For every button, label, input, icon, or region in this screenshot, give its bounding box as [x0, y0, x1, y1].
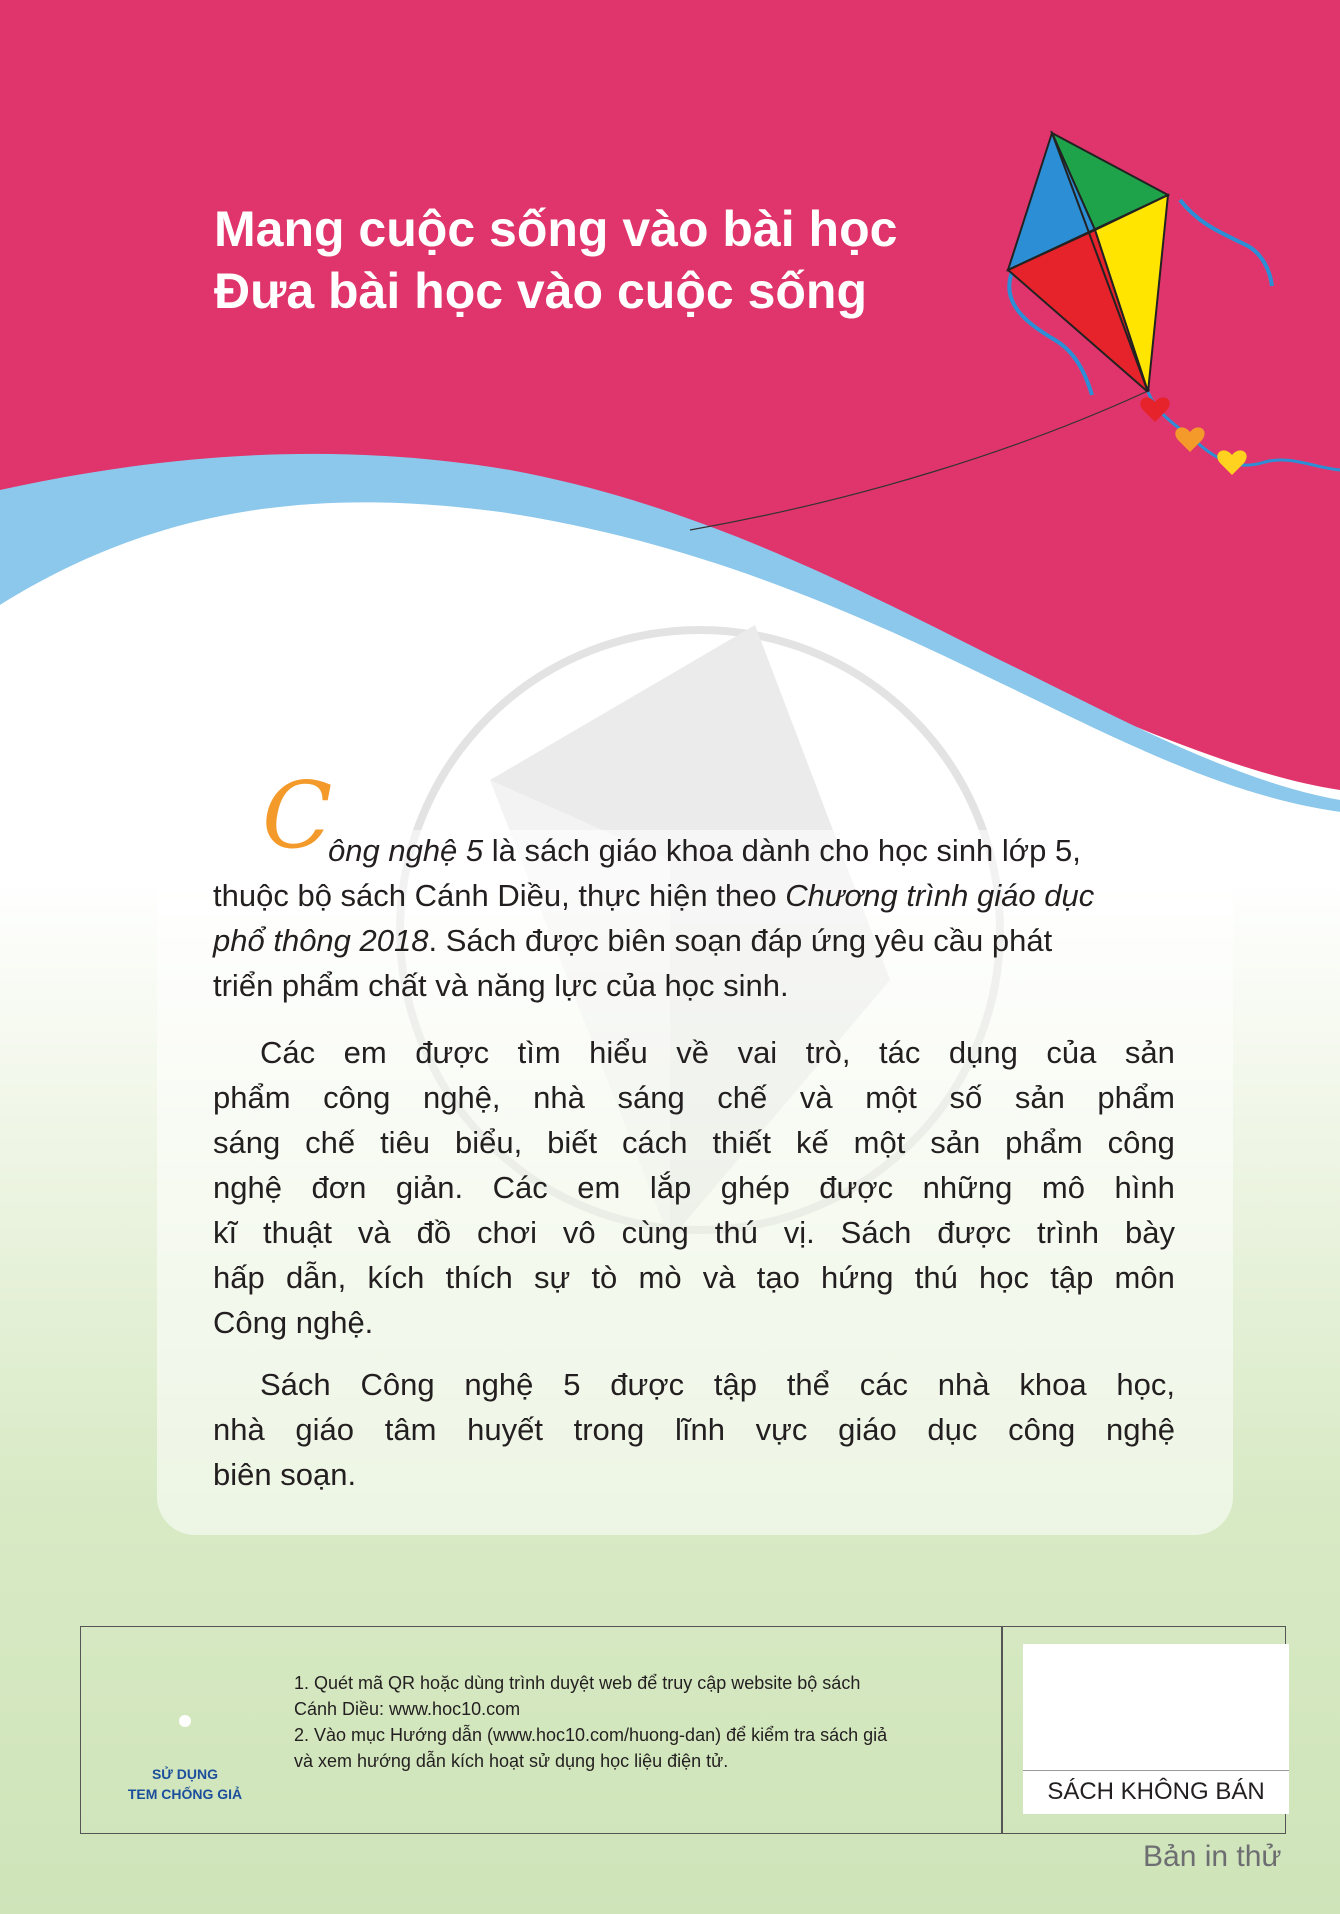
word: phẩm: [213, 1080, 291, 1115]
word: kĩ: [213, 1215, 238, 1250]
word: học: [979, 1260, 1030, 1295]
word: và: [799, 1080, 833, 1115]
para3-line: [213, 1407, 1175, 1452]
word: của: [1046, 1035, 1097, 1070]
word: hình: [1114, 1170, 1175, 1205]
word: tập: [1050, 1260, 1094, 1295]
word: giản.: [395, 1170, 464, 1205]
word: nghệ,: [422, 1080, 501, 1115]
proof-print-label: Bản in thử: [1143, 1840, 1282, 1873]
para2-line: [213, 1030, 1175, 1075]
word: tạo: [756, 1260, 800, 1295]
intro-paragraph-1: [213, 828, 1175, 1008]
stamp-label-line-1: SỬ DỤNG: [151, 1766, 219, 1782]
word: công: [1008, 1412, 1076, 1447]
word: những: [922, 1170, 1013, 1205]
word: được: [937, 1215, 1012, 1250]
word: tò: [591, 1260, 618, 1295]
word: biết: [547, 1125, 598, 1160]
word: Công: [360, 1367, 435, 1402]
word: công: [323, 1080, 391, 1115]
word: hiểu: [589, 1035, 648, 1070]
word: kế: [795, 1125, 829, 1160]
word: mò: [638, 1260, 682, 1295]
word: Các: [492, 1170, 548, 1205]
para1-line: [213, 918, 1175, 963]
word: hứng: [821, 1260, 894, 1295]
para1-line: [213, 963, 1175, 1008]
para2-line: Công nghệ.: [213, 1305, 374, 1340]
word: trong: [573, 1412, 645, 1447]
word: thú: [914, 1260, 958, 1295]
not-for-sale-label: SÁCH KHÔNG BÁN: [1047, 1778, 1265, 1805]
word: nghệ: [213, 1170, 282, 1205]
word: và: [357, 1215, 391, 1250]
para2-line: [213, 1075, 1175, 1120]
word: ghép: [720, 1170, 790, 1205]
word: nghệ: [464, 1367, 534, 1402]
instruction-line: và xem hướng dẫn kích hoạt sử dụng học liệu điện tử.: [294, 1751, 729, 1771]
word: khoa: [1019, 1367, 1087, 1402]
word: mô: [1041, 1170, 1085, 1205]
para2-line: [213, 1165, 1175, 1210]
word: cách: [622, 1125, 688, 1160]
word: và: [702, 1260, 736, 1295]
word: 5: [563, 1367, 581, 1402]
instruction-line: 2. Vào mục Hướng dẫn (www.hoc10.com/huong-dan) để kiểm tra sách giả: [294, 1725, 888, 1745]
word: sản: [930, 1125, 981, 1160]
word: được: [819, 1170, 894, 1205]
word: trò,: [805, 1035, 851, 1070]
word: dẫn,: [285, 1260, 347, 1295]
word: thích: [445, 1260, 513, 1295]
program-title-italic: Chương trình giáo dục: [785, 878, 1095, 913]
stamp-dot-icon: [179, 1715, 191, 1727]
word: vô: [562, 1215, 596, 1250]
word: một: [853, 1125, 906, 1160]
word: sản: [1014, 1080, 1065, 1115]
slogan-line-2: Đưa bài học vào cuộc sống: [214, 263, 868, 319]
para2-line: [213, 1255, 1175, 1300]
para2-line: [213, 1210, 1175, 1255]
instruction-line: Cánh Diều: www.hoc10.com: [294, 1699, 521, 1719]
word: kích: [367, 1260, 425, 1295]
word: số: [949, 1080, 983, 1115]
word: thú: [714, 1215, 758, 1250]
word: hấp: [213, 1260, 265, 1295]
word: Sách: [260, 1367, 331, 1402]
word: bày: [1124, 1215, 1175, 1250]
slogan-line-1: Mang cuộc sống vào bài học: [214, 201, 898, 257]
word: sáng: [213, 1125, 281, 1160]
word: được: [415, 1035, 490, 1070]
word: môn: [1114, 1260, 1175, 1295]
stamp-label-line-2: TEM CHỐNG GIẢ: [127, 1786, 243, 1802]
word: tâm: [384, 1412, 437, 1447]
word: công: [1107, 1125, 1175, 1160]
para1-line2-text: thuộc bộ sách Cánh Diều, thực hiện theo: [213, 878, 786, 913]
intro-paragraph-2: [213, 1030, 1175, 1345]
word: một: [865, 1080, 917, 1115]
word: dụng: [948, 1035, 1018, 1070]
label-rule: [1023, 1770, 1289, 1771]
word: vị.: [783, 1215, 815, 1250]
word: cùng: [621, 1215, 689, 1250]
word: về: [676, 1035, 710, 1070]
word: chơi: [477, 1215, 537, 1250]
para2-line: [213, 1120, 1175, 1165]
word: vực: [755, 1412, 808, 1447]
word: sản: [1124, 1035, 1175, 1070]
word: giáo: [295, 1412, 355, 1447]
word: tác: [879, 1035, 921, 1070]
intro-paragraph-3: [213, 1362, 1175, 1497]
word: em: [577, 1170, 621, 1205]
word: đơn: [311, 1170, 367, 1205]
word: huyết: [467, 1412, 543, 1447]
footer-divider: [1001, 1627, 1003, 1833]
word: tập: [713, 1367, 757, 1402]
word: em: [343, 1035, 387, 1070]
word: đồ: [416, 1215, 452, 1250]
word: được: [610, 1367, 685, 1402]
word: biểu,: [454, 1125, 523, 1160]
para3-line: biên soạn.: [213, 1457, 357, 1492]
word: phẩm: [1005, 1125, 1083, 1160]
program-title-italic-2: phổ thông 2018: [213, 923, 429, 958]
para1-line3-text: . Sách được biên soạn đáp ứng yêu cầu phát: [428, 923, 1053, 958]
book-title-italic: ông nghệ 5: [328, 833, 484, 868]
word: nghệ: [1106, 1412, 1175, 1447]
word: Sách: [840, 1215, 912, 1250]
word: trình: [1037, 1215, 1100, 1250]
word: Các: [260, 1035, 316, 1070]
word: vai: [737, 1035, 778, 1070]
word: chế: [305, 1125, 356, 1160]
verification-instructions: [294, 1670, 994, 1774]
word: lắp: [649, 1170, 692, 1205]
word: dục: [927, 1412, 978, 1447]
para1-line: [213, 873, 1175, 918]
para1-line: [213, 828, 1175, 873]
stamp-label: [110, 1764, 260, 1804]
slogan: [214, 198, 897, 322]
word: phẩm: [1097, 1080, 1175, 1115]
word: thuật: [263, 1215, 332, 1250]
word: chế: [717, 1080, 768, 1115]
instruction-line: 1. Quét mã QR hoặc dùng trình duyệt web để truy cập website bộ sách: [294, 1673, 861, 1693]
word: thể: [786, 1367, 830, 1402]
para3-line: [213, 1362, 1175, 1407]
word: sự: [533, 1260, 571, 1295]
word: tìm: [517, 1035, 561, 1070]
word: nhà: [937, 1367, 990, 1402]
word: giáo: [838, 1412, 897, 1447]
word: học,: [1116, 1367, 1175, 1402]
word: thiết: [712, 1125, 772, 1160]
word: lĩnh: [674, 1412, 725, 1447]
word: nhà: [213, 1412, 265, 1447]
word: nhà: [533, 1080, 585, 1115]
dropcap-letter: C: [262, 762, 333, 869]
para1-line4-text: triển phẩm chất và năng lực của học sinh.: [213, 968, 789, 1003]
word: tiêu: [380, 1125, 431, 1160]
word: các: [859, 1367, 908, 1402]
word: sáng: [617, 1080, 685, 1115]
para1-line1-text: là sách giáo khoa dành cho học sinh lớp 5,: [483, 833, 1081, 868]
